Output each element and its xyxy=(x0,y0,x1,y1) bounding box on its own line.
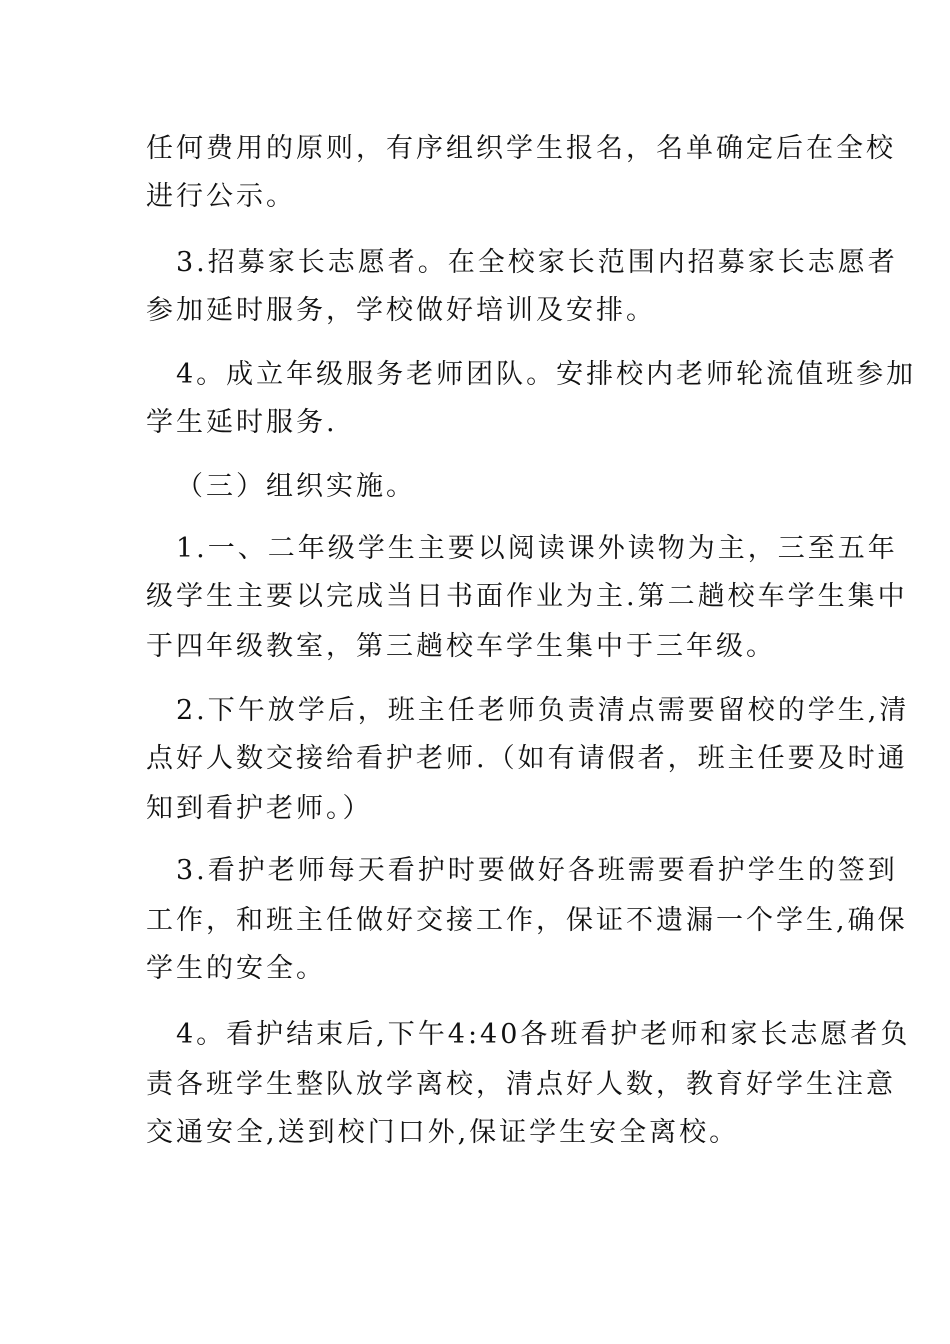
text-line: 交通安全,送到校门口外,保证学生安全离校。 xyxy=(146,1117,740,1148)
text-line: 4。成立年级服务老师团队。安排校内老师轮流值班参加 xyxy=(176,359,917,390)
text-line: 2.下午放学后，班主任老师负责清点需要留校的学生,清 xyxy=(176,695,910,726)
text-line: 知到看护老师。） xyxy=(146,793,373,824)
text-line: 3.招募家长志愿者。在全校家长范围内招募家长志愿者 xyxy=(176,247,898,278)
text-line: 参加延时服务，学校做好培训及安排。 xyxy=(146,295,656,326)
text-line: 学生的安全。 xyxy=(146,953,326,984)
text-line: 1.一、二年级学生主要以阅读课外读物为主，三至五年 xyxy=(176,533,898,564)
text-line: 进行公示。 xyxy=(146,181,296,212)
text-line: 任何费用的原则，有序组织学生报名，名单确定后在全校 xyxy=(146,133,896,164)
text-line: 责各班学生整队放学离校，清点好人数，教育好学生注意 xyxy=(146,1069,896,1100)
text-line: 于四年级教室，第三趟校车学生集中于三年级。 xyxy=(146,631,776,662)
text-line: 3.看护老师每天看护时要做好各班需要看护学生的签到 xyxy=(176,855,898,886)
text-line: 4。看护结束后,下午4:40各班看护老师和家长志愿者负 xyxy=(176,1019,911,1050)
text-line: 工作，和班主任做好交接工作，保证不遗漏一个学生,确保 xyxy=(146,905,908,936)
section-heading: （三）组织实施。 xyxy=(176,471,416,502)
text-line: 级学生主要以完成当日书面作业为主.第二趟校车学生集中 xyxy=(146,581,908,612)
text-line: 点好人数交接给看护老师.（如有请假者，班主任要及时通 xyxy=(146,743,908,774)
text-line: 学生延时服务. xyxy=(146,407,338,438)
